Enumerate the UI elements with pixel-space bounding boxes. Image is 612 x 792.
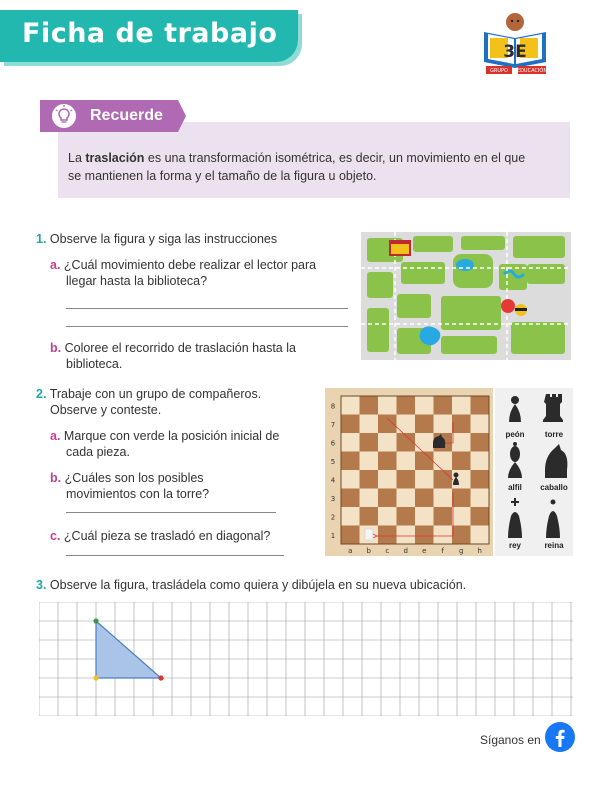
- rank-label: 6: [330, 439, 336, 448]
- board-square: [378, 489, 397, 508]
- rank-label: 7: [330, 420, 336, 429]
- board-square: [471, 470, 490, 489]
- board-square: [452, 396, 471, 415]
- logo-line2: EDUCACIÓN: [516, 68, 548, 74]
- board-square: [360, 433, 379, 452]
- board-square: [434, 452, 453, 471]
- queen-icon: [546, 500, 560, 539]
- drawing-grid[interactable]: [39, 602, 573, 716]
- q1a: a. ¿Cuál movimiento debe realizar el lector para: [50, 258, 317, 272]
- board-square: [397, 526, 416, 545]
- board-square: [471, 452, 490, 471]
- board-square: [434, 507, 453, 526]
- q1a-line2: llegar hasta la biblioteca?: [66, 274, 208, 288]
- board-square: [415, 470, 434, 489]
- q3-statement: 3. Observe la figura, trasládela como quiera y dibújela en su nueva ubicación.: [36, 578, 467, 592]
- q2a-line2: cada pieza.: [66, 445, 130, 459]
- board-square: [360, 452, 379, 471]
- board-square: [452, 433, 471, 452]
- file-label: a: [348, 547, 353, 555]
- board-square: [471, 507, 490, 526]
- rank-label: 2: [330, 513, 336, 522]
- board-square: [471, 489, 490, 508]
- logo-line1: GRUPO: [490, 68, 508, 74]
- board-square: [415, 452, 434, 471]
- q2-statement: 2. Trabaje con un grupo de compañeros.: [36, 387, 262, 401]
- pawn-icon: [509, 396, 521, 422]
- q2c: c. ¿Cuál pieza se trasladó en diagonal?: [50, 529, 271, 543]
- board-square: [415, 415, 434, 434]
- board-square: [378, 396, 397, 415]
- board-square: [360, 507, 379, 526]
- board-square: [415, 507, 434, 526]
- rank-label: 4: [330, 476, 336, 485]
- q2b-line2: movimientos con la torre?: [66, 487, 210, 501]
- file-label: d: [403, 547, 408, 555]
- board-square: [415, 526, 434, 545]
- board-square: [434, 470, 453, 489]
- board-square: [471, 396, 490, 415]
- board-square: [360, 415, 379, 434]
- board-square: [434, 489, 453, 508]
- vertex-yellow: [93, 675, 98, 680]
- page-title: Ficha de trabajo: [22, 18, 278, 49]
- board-square: [471, 526, 490, 545]
- file-label: b: [366, 547, 371, 555]
- board-square: [341, 433, 360, 452]
- file-label: c: [385, 547, 390, 555]
- q2b: b. ¿Cuáles son los posibles: [50, 471, 204, 485]
- board-square: [378, 452, 397, 471]
- board-square: [415, 489, 434, 508]
- board-square: [341, 470, 360, 489]
- answer-line[interactable]: [66, 555, 284, 556]
- board-square: [378, 415, 397, 434]
- file-label: g: [459, 547, 464, 555]
- board-square: [397, 507, 416, 526]
- board-square: [471, 433, 490, 452]
- logo-mark: 3E: [503, 42, 527, 62]
- recuerde-label: Recuerde: [90, 107, 163, 124]
- rank-label: 5: [330, 457, 336, 466]
- board-square: [378, 433, 397, 452]
- board-square: [378, 470, 397, 489]
- publisher-logo: [476, 10, 554, 78]
- board-square: [434, 396, 453, 415]
- board-square: [360, 489, 379, 508]
- piece-label-knight: caballo: [540, 483, 568, 492]
- board-square: [341, 452, 360, 471]
- q1-statement: 1. Observe la figura y siga las instrucciones: [36, 232, 278, 246]
- vertex-green: [93, 618, 98, 623]
- recuerde-text: La traslación es una transformación isométrica, es decir, un movimiento en el que se mantienen la forma y el tamaño de la figura u objeto.: [68, 151, 526, 183]
- file-label: h: [477, 547, 482, 555]
- rook-piece: [365, 529, 373, 540]
- board-square: [397, 396, 416, 415]
- triangle-figure: [96, 621, 161, 678]
- piece-label-pawn: peón: [505, 430, 525, 439]
- bishop-icon: [508, 442, 522, 478]
- lightbulb-icon: [52, 104, 76, 128]
- board-square: [415, 433, 434, 452]
- board-square: [452, 489, 471, 508]
- board-square: [341, 489, 360, 508]
- board-square: [452, 415, 471, 434]
- board-square: [452, 452, 471, 471]
- board-square: [397, 415, 416, 434]
- board-square: [378, 507, 397, 526]
- piece-legend-icons: [495, 388, 573, 556]
- vertex-red: [158, 675, 163, 680]
- piece-label-rook: torre: [544, 430, 564, 439]
- board-square: [434, 415, 453, 434]
- piece-label-king: rey: [508, 541, 521, 550]
- rank-label: 8: [330, 402, 336, 411]
- chess-board: [325, 388, 493, 556]
- answer-line[interactable]: [66, 308, 348, 309]
- knight-icon: [545, 444, 567, 478]
- board-square: [397, 489, 416, 508]
- board-square: [341, 526, 360, 545]
- board-square: [360, 470, 379, 489]
- rank-label: 1: [330, 531, 336, 540]
- q1b: b. Coloree el recorrido de traslación hasta la: [50, 341, 296, 355]
- board-square: [471, 415, 490, 434]
- board-square: [397, 470, 416, 489]
- king-icon: [508, 498, 522, 538]
- board-square: [341, 507, 360, 526]
- board-square: [341, 396, 360, 415]
- board-square: [415, 396, 434, 415]
- board-square: [378, 526, 397, 545]
- q1b-line2: biblioteca.: [66, 357, 123, 371]
- answer-line[interactable]: [66, 326, 348, 327]
- recuerde-term: traslación: [85, 151, 145, 165]
- answer-line[interactable]: [66, 512, 276, 513]
- facebook-icon[interactable]: [545, 722, 575, 752]
- rank-label: 3: [330, 494, 336, 503]
- board-square: [397, 452, 416, 471]
- board-square: [452, 526, 471, 545]
- city-map: [361, 232, 571, 360]
- follow-text: Síganos en: [480, 733, 541, 747]
- piece-label-bishop: alfil: [508, 483, 522, 492]
- board-square: [452, 507, 471, 526]
- board-square: [434, 526, 453, 545]
- rook-icon: [543, 394, 563, 422]
- q2-line2: Observe y conteste.: [50, 403, 162, 417]
- file-label: e: [422, 547, 427, 555]
- file-label: f: [441, 547, 444, 555]
- piece-label-queen: reina: [544, 541, 564, 550]
- board-square: [341, 415, 360, 434]
- q2a: a. Marque con verde la posición inicial de: [50, 429, 280, 443]
- board-square: [360, 396, 379, 415]
